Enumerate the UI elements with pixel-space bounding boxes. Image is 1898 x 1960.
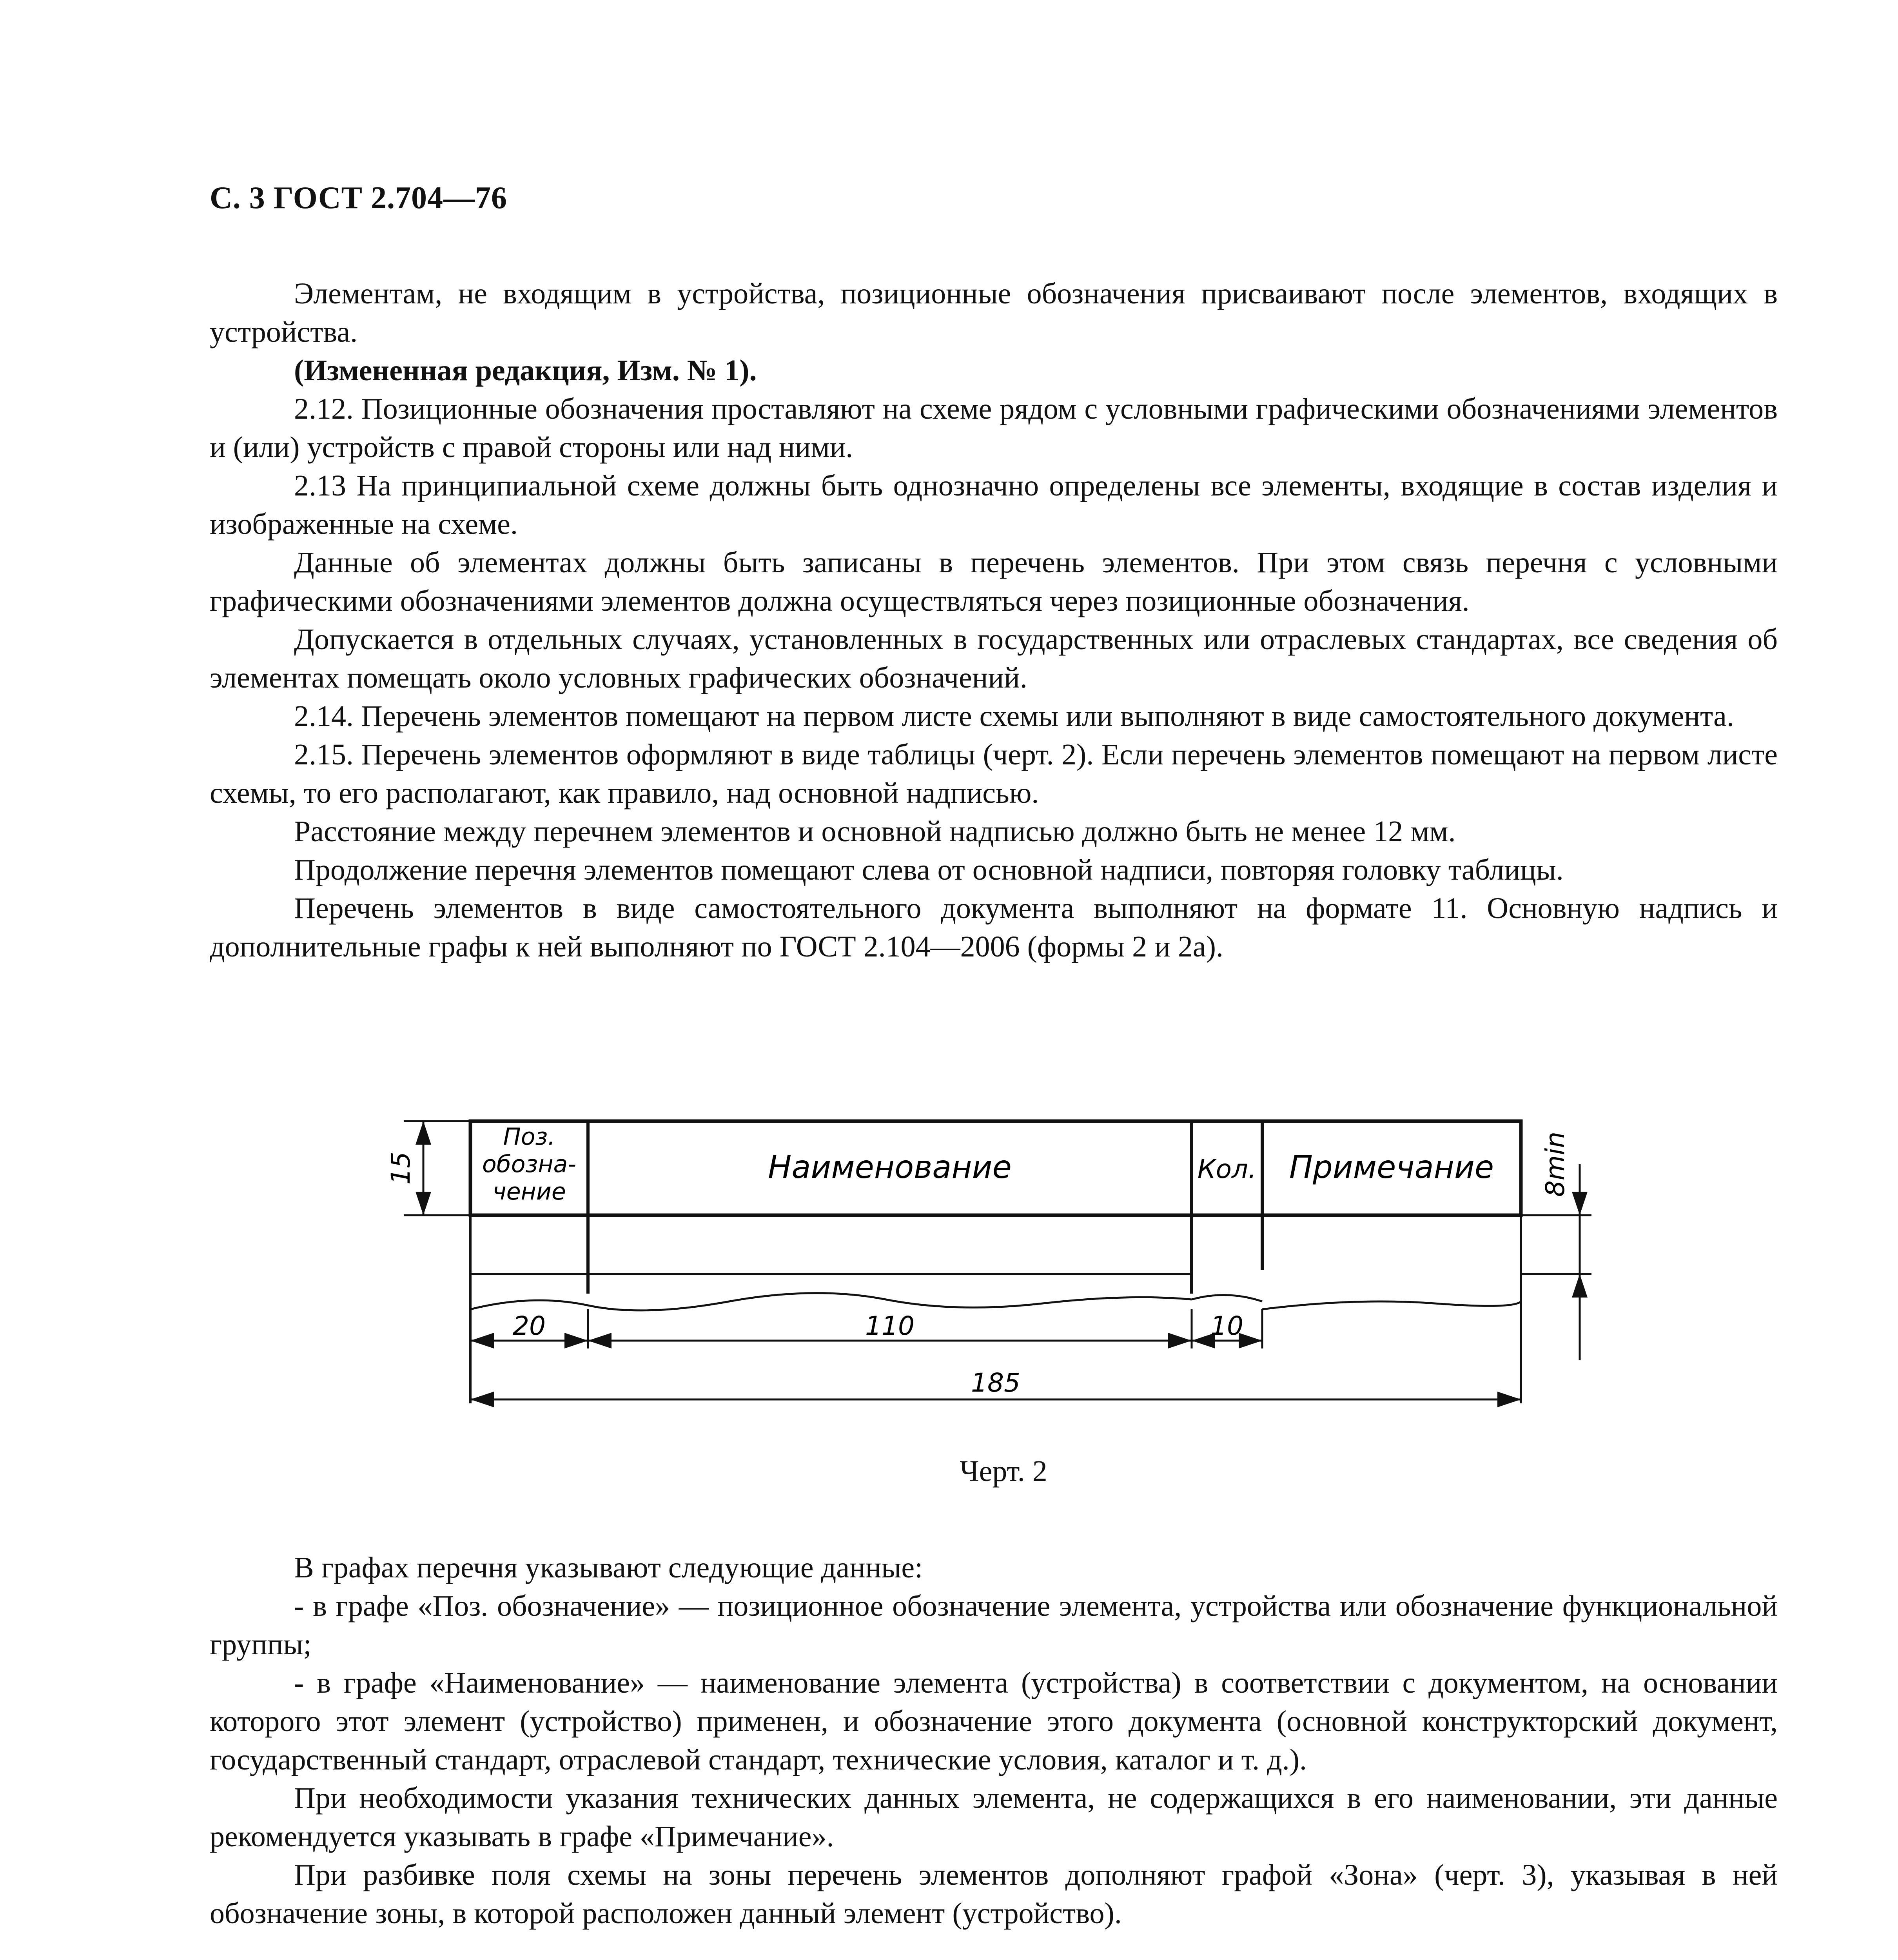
figure-caption: Черт. 2 [960, 1455, 1047, 1488]
paragraph: Расстояние между перечнем элементов и основной надписью должно быть не менее 12 мм. [294, 815, 1456, 848]
col-note-label: Примечание [1289, 1149, 1494, 1185]
list-item: - в графе «Поз. обозначение» — позиционное обозначение элемента, устройства или обозначение функциональной группы; [210, 1590, 1778, 1661]
dim-w1-label: 20 [513, 1311, 546, 1341]
paragraph: Данные об элементах должны быть записаны в перечень элементов. При этом связь перечня с условными графическими обозначениями элементов должна осуществляться через позиционные обозначения. [210, 546, 1778, 617]
dim-total-label: 185 [971, 1368, 1020, 1398]
revision-note: (Измененная редакция, Изм. № 1). [294, 354, 757, 387]
paragraph: При необходимости указания технических данных элемента, не содержащихся в его наименовании, эти данные рекомендуется указывать в графе «Примечание». [210, 1782, 1778, 1853]
dim-height-label: 15 [386, 1152, 416, 1185]
col-pos-label: чение [492, 1178, 566, 1205]
paragraph: 2.15. Перечень элементов оформляют в виде таблицы (черт. 2). Если перечень элементов помещают на первом листе схемы, то его располагают, как правило, над основной надписью. [210, 738, 1778, 809]
paragraph: В графах перечня указывают следующие данные: [294, 1551, 923, 1584]
paragraph: Допускается в отдельных случаях, установленных в государственных или отраслевых стандартах, все сведения об элементах помещать около условных графических обозначений. [210, 623, 1778, 694]
body-text-middle [210, 1548, 1778, 1933]
col-qty-label: Кол. [1197, 1154, 1257, 1184]
paragraph: 2.12. Позиционные обозначения проставляют на схеме рядом с условными графическими обозначениями элементов и (или) устройств с правой стороны или над ними. [210, 392, 1778, 464]
body-text-top [210, 274, 1778, 966]
paragraph: 2.14. Перечень элементов помещают на первом листе схемы или выполняют в виде самостоятельного документа. [294, 700, 1734, 733]
dim-row-label: 8min [1540, 1131, 1570, 1197]
paragraph: Продолжение перечня элементов помещают слева от основной надписи, повторяя головку таблицы. [294, 853, 1564, 886]
col-pos-label: обозна- [482, 1151, 576, 1178]
paragraph: При разбивке поля схемы на зоны перечень элементов дополняют графой «Зона» (черт. 3), указывая в ней обозначение зоны, в которой расположен данный элемент (устройство). [210, 1858, 1778, 1930]
dim-w2-label: 110 [865, 1311, 915, 1341]
list-item: - в графе «Наименование» — наименование элемента (устройства) в соответствии с документом, на основании которого этот элемент (устройство) применен, и обозначение этого документа (основной конструкторский документ, государственный стандарт, отраслевой стандарт, технические условия, каталог и т. д.). [210, 1666, 1778, 1776]
drawing-2 [376, 1105, 1631, 1419]
col-pos-label: Поз. [503, 1123, 555, 1151]
col-name-label: Наименование [768, 1149, 1012, 1185]
paragraph: Перечень элементов в виде самостоятельного документа выполняют на формате 11. Основную надпись и дополнительные графы к ней выполняют по ГОСТ 2.104—2006 (формы 2 и 2а). [210, 892, 1778, 963]
page-header: С. 3 ГОСТ 2.704—76 [210, 181, 508, 215]
paragraph: 2.13 На принципиальной схеме должны быть однозначно определены все элементы, входящие в состав изделия и изображенные на схеме. [210, 469, 1778, 541]
dim-w3-label: 10 [1210, 1311, 1243, 1341]
paragraph: Элементам, не входящим в устройства, позиционные обозначения присваивают после элементов, входящих в устройства. [210, 277, 1778, 348]
